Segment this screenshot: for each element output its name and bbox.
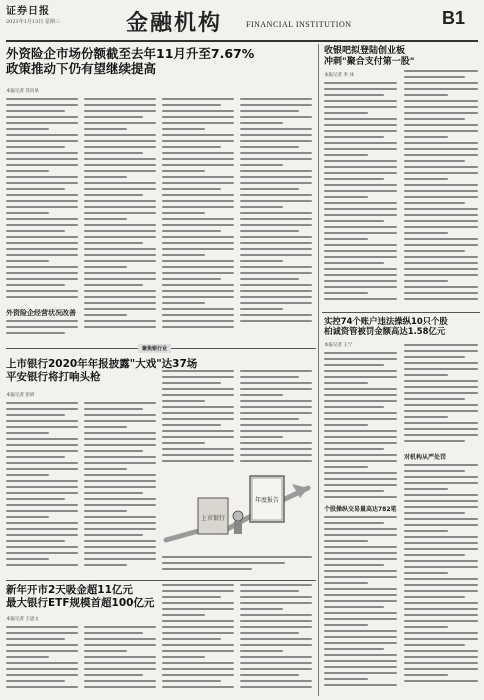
column-divider [318,44,319,696]
right2-column-2 [404,344,478,450]
annual-report-illustration [162,470,312,550]
right2-column-2b [404,464,478,696]
right2-byline: 本报记者 王宁 [324,343,353,348]
middle-column-4 [240,370,312,470]
right-column-2 [404,70,478,308]
lead-column-1 [6,98,78,308]
section-title: 金融机构 [126,10,223,36]
right2-subhead-2: 对机构从严处罚 [404,454,447,461]
lead-headline [6,46,316,76]
lower-byline: 本报记者 王思文 [6,617,39,622]
cover-text: 上市银行 [200,515,226,522]
middle-headline-line2: 平安银行将打响头枪 [6,370,101,383]
middle-column-1 [6,402,78,574]
lead-column-3 [162,98,234,338]
lead-subhead: 外资险企经营状况改善 [6,309,76,317]
lead-column-4 [240,98,312,338]
lead-headline-line1: 外资险企市场份额截至去年11月升至7.67% [6,46,255,61]
right2-column-1b [324,516,397,696]
right2-headline-line2: 柏诚资管被罚金额高达1.58亿元 [324,326,446,337]
lower-column-2 [84,626,156,696]
middle-column-caption [162,556,312,576]
right-headline-line2: 冲刺"聚合支付第一股" [324,56,415,67]
right2-headline [324,316,478,336]
newspaper-logo: 证券日报 [6,6,50,17]
lead-headline-line2: 政策推动下仍有望继续提高 [6,61,157,76]
lead-column-1b [6,320,78,340]
page-number: B1 [442,8,466,28]
lower-headline-line2: 最大银行ETF规模首超100亿元 [6,596,155,609]
lead-column-2 [84,98,156,338]
lower-column-3 [162,584,234,696]
middle-byline: 本报记者 彭妍 [6,393,35,398]
right-divider [322,312,480,313]
right2-headline-line1: 实控74个账户违法操纵10只个股 [324,316,448,326]
middle-column-3 [162,370,234,470]
right-column-1 [324,82,397,308]
lower-column-4 [240,584,312,696]
masthead [6,0,478,42]
lower-divider [6,580,316,581]
section-band-label: 聚焦银行业 [138,344,171,353]
right2-column-1 [324,352,397,502]
lead-byline: 本报记者 苏向杲 [6,89,39,94]
section-title-en: FINANCIAL INSTITUTION [246,20,352,29]
right2-subhead-1: 个股操纵交易量高达782笔 [324,506,397,513]
lower-column-1 [6,626,78,696]
right-headline-line1: 收银吧拟登陆创业板 [324,46,406,56]
book-title: 年度报告 [254,497,280,504]
right-headline [324,46,478,68]
middle-column-2 [84,402,156,574]
right-byline: 本报记者 李 冰 [324,73,354,78]
issue-date: 2021年1月13日 星期三 [6,19,60,25]
middle-headline-line1: 上市银行2020年年报披露"大戏"达37场 [6,358,198,370]
lower-headline-line1: 新年开市2天吸金超11亿元 [6,584,133,596]
